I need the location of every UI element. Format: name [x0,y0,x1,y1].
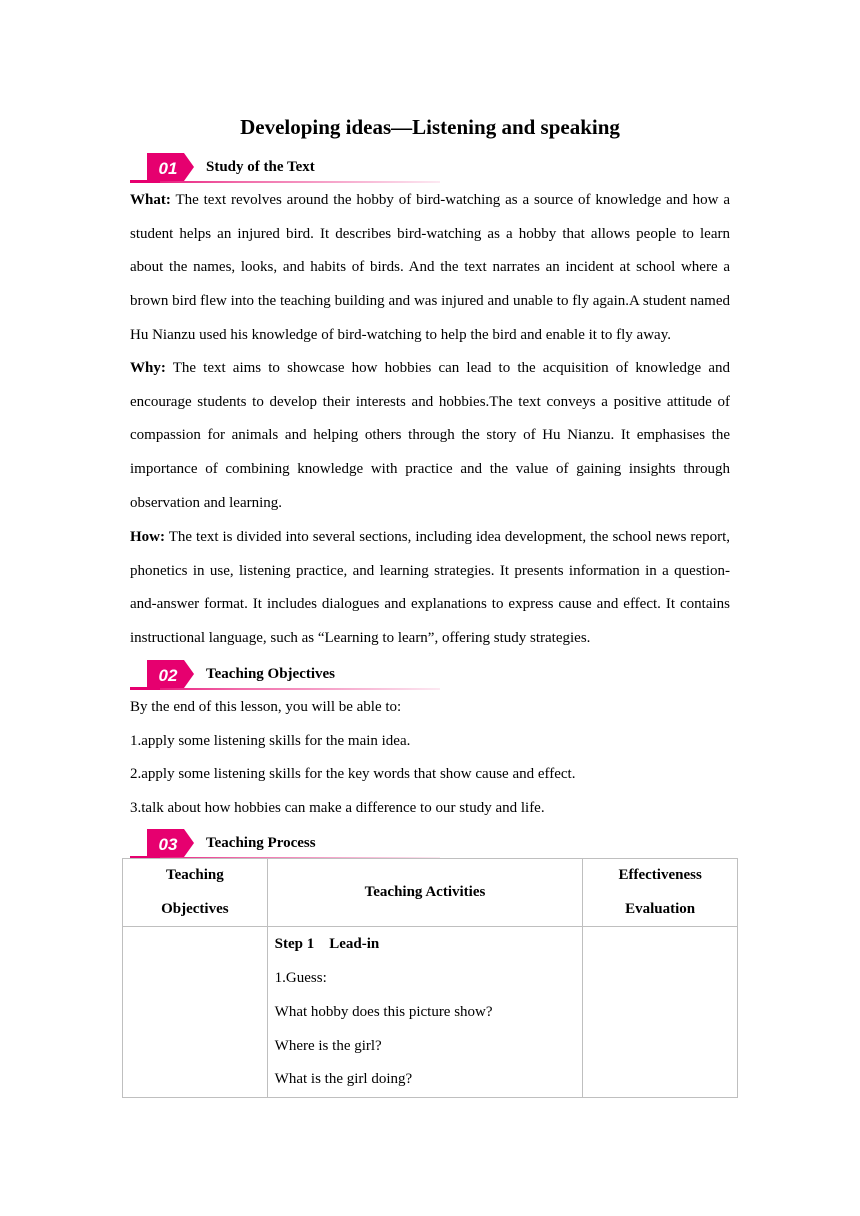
teaching-process-table [122,858,738,1098]
header-text: Effectiveness [618,867,702,883]
objective-item: 3.talk about how hobbies can make a difference to our study and life. [130,800,545,816]
objective-item: 1.apply some listening skills for the main idea. [130,733,411,749]
activities-cell [267,927,583,1098]
section-number-badge [144,153,194,181]
section-header-process [130,828,440,858]
activity-line: 1.Guess: [274,970,327,987]
activity-line: What is the girl doing? [274,1071,413,1088]
header-text: Evaluation [625,900,696,917]
section-heading: Teaching Process [206,835,316,851]
section-number-badge [144,829,194,857]
section-header-study [130,152,440,182]
header-text: Teaching [165,867,224,883]
section-heading: Study of the Text [206,159,315,175]
why-label: Why: [130,360,166,376]
objectives-intro: By the end of this lesson, you will be able to: [130,699,402,715]
section-number: 03 [158,835,178,854]
how-text: The text is divided into several sections, including idea development, the school news report, phonetics in use, listening practice, and learning strategies. It presents information in a question-and-answer format. It includes dialogues and explanations to express cause and effect. It contains instructional language, such as “Learning to learn”, offering study strategies. [130,529,730,647]
section-number: 01 [158,159,178,178]
section-header-objectives [130,659,440,689]
table-row [123,927,738,1098]
header-text: Objectives [161,900,229,917]
what-label: What: [130,192,171,208]
evaluation-cell [583,927,738,1098]
activity-line: Where is the girl? [274,1037,382,1054]
table-header-row [123,859,738,927]
study-how-paragraph [130,521,730,656]
how-label: How: [130,529,165,545]
study-what-paragraph [130,184,730,353]
header-teaching-activities: Teaching Activities [267,859,583,927]
section-heading: Teaching Objectives [206,666,336,682]
header-teaching-objectives [123,859,268,927]
activity-line: What hobby does this picture show? [274,1003,493,1020]
study-why-paragraph [130,352,730,521]
objective-item: 2.apply some listening skills for the key words that show cause and effect. [130,766,576,782]
objectives-cell [123,927,268,1098]
section-underline [130,181,440,183]
step-heading: Step 1 Lead-in [274,936,380,953]
header-effectiveness-evaluation [583,859,738,927]
why-text: The text aims to showcase how hobbies can lead to the acquisition of knowledge and encourage students to develop their interests and hobbies.The text conveys a positive attitude of compassion for animals and helping others through the story of Hu Nianzu. It emphasises the importance of combining knowledge with practice and the value of gaining insights through observation and learning. [130,360,730,511]
what-text: The text revolves around the hobby of bird-watching as a source of knowledge and how a student helps an injured bird. It describes bird-watching as a hobby that allows people to learn about the names, looks, and habits of birds. And the text narrates an incident at school where a brown bird flew into the teaching building and was injured and unable to fly again.A student named Hu Nianzu used his knowledge of bird-watching to help the bird and enable it to fly away. [130,192,730,343]
page-title: Developing ideas—Listening and speaking [240,115,620,139]
section-number-badge [144,660,194,688]
section-number: 02 [158,666,178,685]
section-underline [130,688,440,690]
